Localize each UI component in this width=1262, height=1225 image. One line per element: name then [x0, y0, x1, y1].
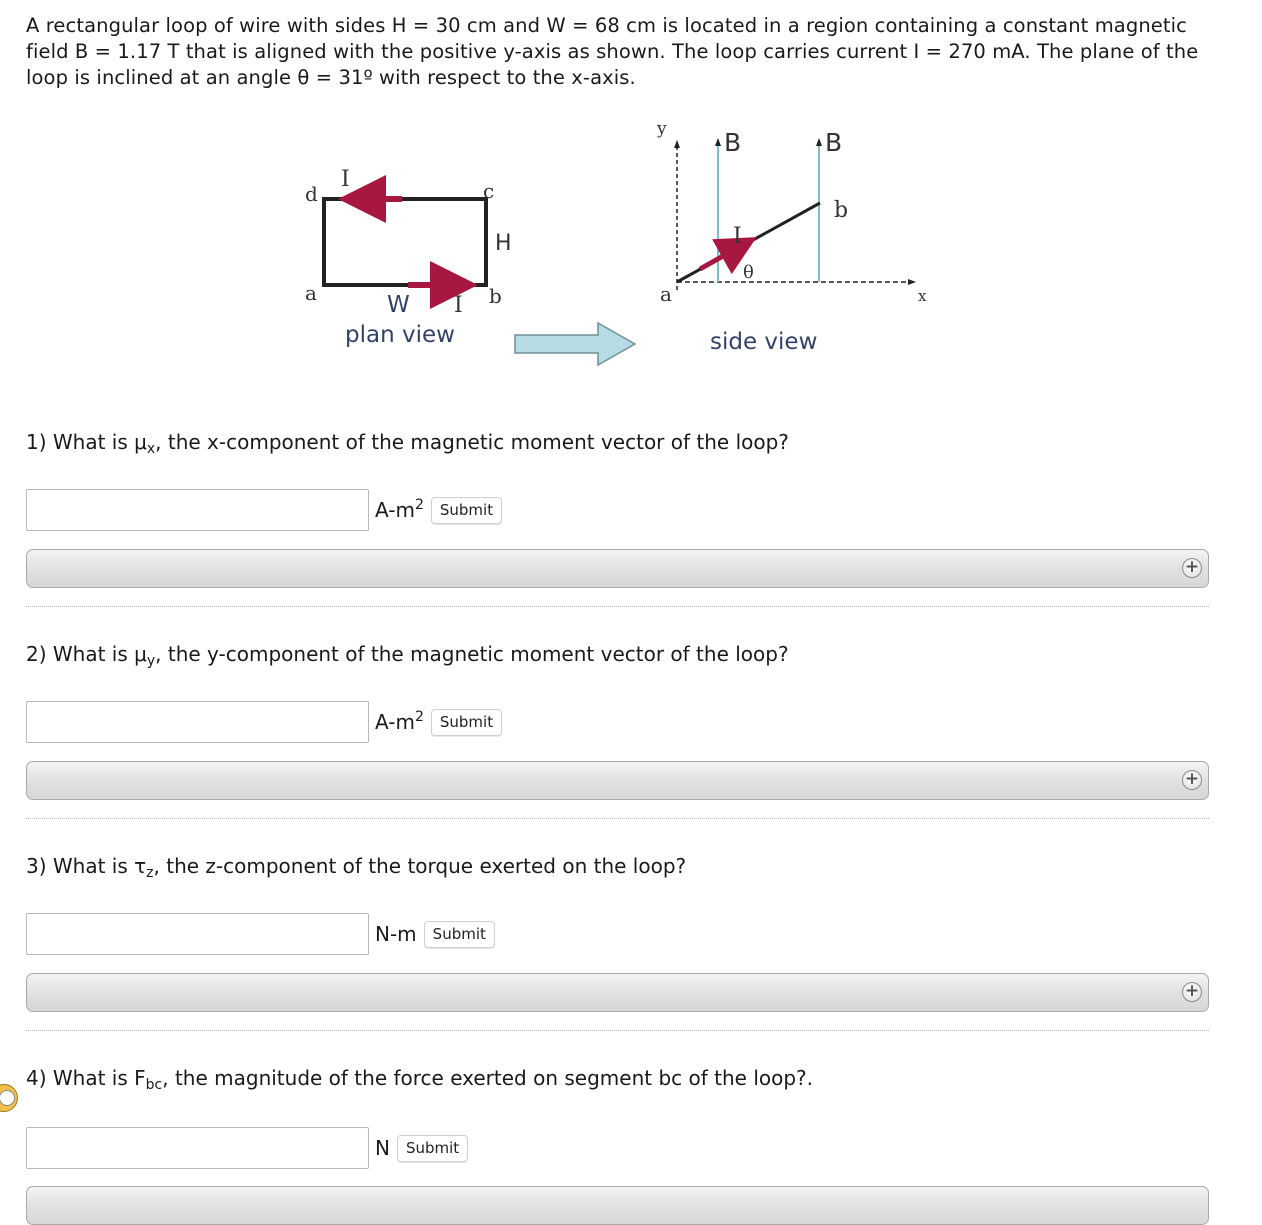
loop-diagram — [290, 112, 950, 372]
question-2-text: 2) What is $\mu_y$, the y-component of the magnetic moment vector of the loop? — [26, 642, 789, 669]
question-1-hint-bar[interactable] — [26, 549, 1209, 588]
question-2-answer-input[interactable] — [26, 701, 369, 743]
question-3-answer-input[interactable] — [26, 913, 369, 955]
question-1-answer-row — [26, 489, 502, 531]
plan-label-H: H — [495, 231, 512, 256]
side-label-theta: θ — [743, 262, 754, 283]
question-3-unit: N-m — [375, 922, 417, 946]
side-label-b: b — [834, 198, 849, 223]
transition-arrow-icon — [515, 323, 635, 365]
question-2-answer-row — [26, 701, 502, 743]
question-3-text: 3) What is $\tau_z$, the z-component of the torque exerted on the loop? — [26, 854, 687, 881]
question-3-divider — [26, 1030, 1209, 1031]
question-1-divider — [26, 606, 1209, 607]
plan-view-caption: plan view — [345, 322, 455, 348]
side-view-caption: side view — [710, 329, 818, 355]
expand-plus-icon[interactable]: + — [1182, 558, 1202, 578]
expand-plus-icon[interactable]: + — [1182, 982, 1202, 1002]
question-2-divider — [26, 818, 1209, 819]
question-2 — [26, 640, 1209, 789]
plan-label-I-top: I — [341, 167, 350, 192]
side-label-a: a — [660, 282, 672, 306]
clock-icon — [0, 1084, 18, 1112]
side-label-I: I — [733, 224, 742, 249]
question-2-hint-bar[interactable] — [26, 761, 1209, 800]
question-3-hint-bar[interactable] — [26, 973, 1209, 1012]
plan-label-a: a — [305, 281, 317, 305]
side-label-x: x — [918, 287, 927, 305]
question-1-submit-button[interactable]: Submit — [431, 497, 502, 524]
question-3 — [26, 852, 1209, 1001]
plan-label-b: b — [489, 284, 502, 308]
side-label-B1: B — [724, 128, 742, 157]
plan-label-W: W — [387, 292, 410, 318]
plan-loop-rectangle — [324, 199, 486, 285]
question-2-submit-button[interactable]: Submit — [431, 709, 502, 736]
question-4-submit-button[interactable]: Submit — [397, 1135, 468, 1162]
question-1-unit: $A-m^2$ — [375, 497, 424, 522]
expand-plus-icon[interactable]: + — [1182, 770, 1202, 790]
problem-statement: A rectangular loop of wire with sides H = 30 cm and W = 68 cm is located in a region containing a constant magnetic field B = 1.17 T that is aligned with the positive y-axis as shown. The loop carries current I = 270 mA. The plane of the loop is inclined at an angle θ = 31º with respect to the x-axis. — [26, 14, 1199, 89]
side-label-B2: B — [825, 128, 843, 157]
plan-label-c: c — [483, 179, 495, 203]
loop-figure — [290, 112, 950, 372]
question-3-answer-row — [26, 913, 495, 955]
question-3-submit-button[interactable]: Submit — [424, 921, 495, 948]
question-1-answer-input[interactable] — [26, 489, 369, 531]
question-1 — [26, 428, 1209, 577]
plan-label-I-bottom: I — [454, 293, 463, 318]
question-4-answer-input[interactable] — [26, 1127, 369, 1169]
question-4-answer-row — [26, 1127, 468, 1169]
plan-label-d: d — [305, 182, 318, 206]
question-1-text: 1) What is $\mu_x$, the x-component of the magnetic moment vector of the loop? — [26, 430, 789, 457]
question-4 — [26, 1064, 1209, 1160]
question-2-unit: $A-m^2$ — [375, 709, 424, 734]
question-4-unit: N — [375, 1136, 390, 1160]
question-4-text: 4) What is $F_{bc}$, the magnitude of the force exerted on segment bc of the loop?. — [26, 1066, 814, 1093]
side-label-y: y — [657, 119, 667, 139]
